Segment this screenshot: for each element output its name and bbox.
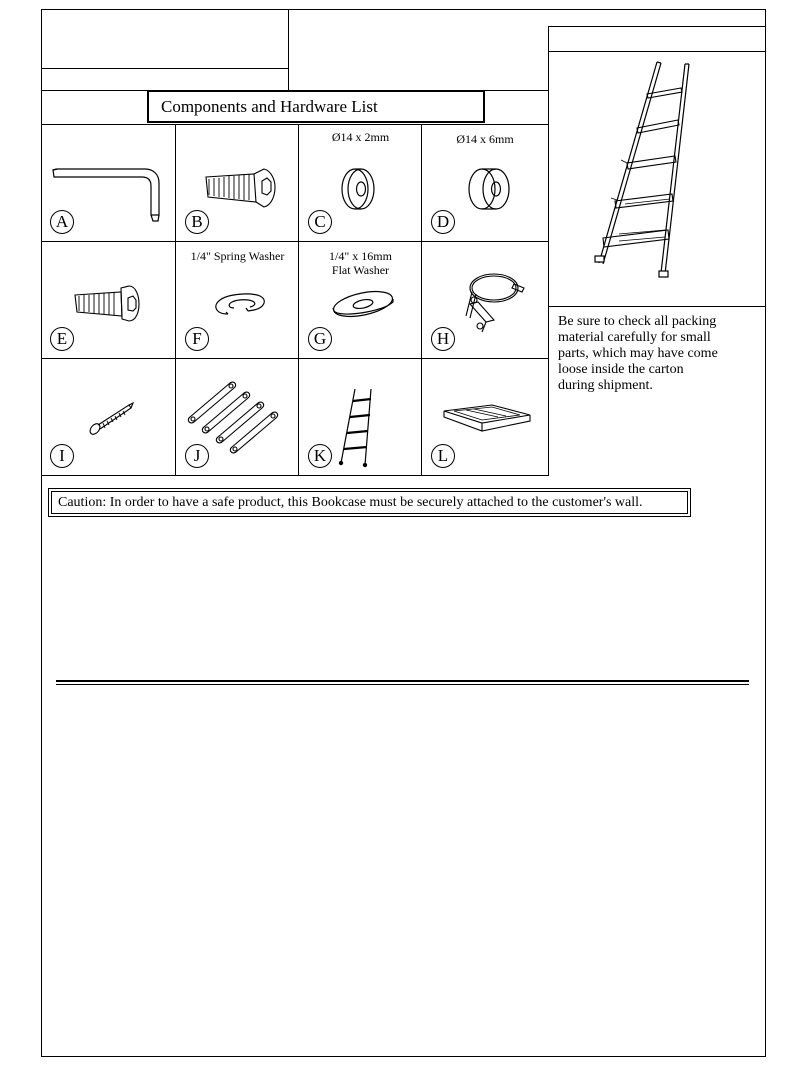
- caution-text: Caution: In order to have a safe product, this Bookcase must be securely attached to the customer's wall.: [51, 491, 688, 514]
- part-letter-l: L: [431, 444, 455, 468]
- part-cell-f: [176, 242, 299, 359]
- part-cell-e: [41, 242, 175, 359]
- packing-note-line: parts, which may have come: [558, 346, 718, 361]
- part-letter-c: C: [308, 210, 332, 234]
- section-divider: [56, 680, 749, 682]
- part-cell-l: [422, 359, 548, 476]
- page-title: Components and Hardware List: [147, 90, 485, 123]
- panel-top: [548, 26, 766, 27]
- part-letter-b: B: [185, 210, 209, 234]
- part-cell-a: [41, 125, 175, 242]
- part-cell-i: [41, 359, 175, 476]
- header-divider-v: [288, 9, 289, 91]
- section-divider-thin: [56, 684, 749, 685]
- part-letter-g: G: [308, 327, 332, 351]
- panel-divider-2: [548, 306, 766, 307]
- part-caption-g-2: Flat Washer: [331, 263, 390, 277]
- part-caption-g: 1/4" x 16mm: [329, 249, 392, 263]
- part-letter-h: H: [431, 327, 455, 351]
- part-caption-c: Ø14 x 2mm: [331, 130, 390, 144]
- part-letter-d: D: [431, 210, 455, 234]
- part-cell-j: [176, 359, 299, 476]
- packing-note: [558, 314, 748, 394]
- bookcase-illustration: [575, 58, 695, 283]
- part-cell-c: [299, 125, 422, 242]
- packing-note-line: material carefully for small: [558, 330, 711, 345]
- part-letter-j: J: [185, 444, 209, 468]
- header-divider-h1: [41, 68, 289, 69]
- frame-top: [41, 9, 766, 10]
- part-letter-f: F: [185, 327, 209, 351]
- part-caption-d: Ø14 x 6mm: [456, 132, 514, 146]
- frame-right: [765, 9, 766, 1057]
- panel-left: [548, 26, 549, 476]
- frame-bottom: [41, 1056, 766, 1057]
- caution-box: [48, 488, 691, 517]
- panel-divider-1: [548, 51, 766, 52]
- part-cell-k: [299, 359, 422, 476]
- part-letter-a: A: [50, 210, 74, 234]
- part-cell-b: [176, 125, 299, 242]
- part-letter-e: E: [50, 327, 74, 351]
- packing-note-line: Be sure to check all packing: [558, 314, 717, 329]
- part-cell-h: [422, 242, 548, 359]
- packing-note-line: loose inside the carton: [558, 362, 684, 377]
- part-cell-g: [299, 242, 422, 359]
- part-cell-d: [422, 125, 548, 242]
- part-letter-i: I: [50, 444, 74, 468]
- part-letter-k: K: [308, 444, 332, 468]
- packing-note-line: during shipment.: [558, 378, 653, 393]
- part-caption-f: 1/4" Spring Washer: [190, 249, 285, 263]
